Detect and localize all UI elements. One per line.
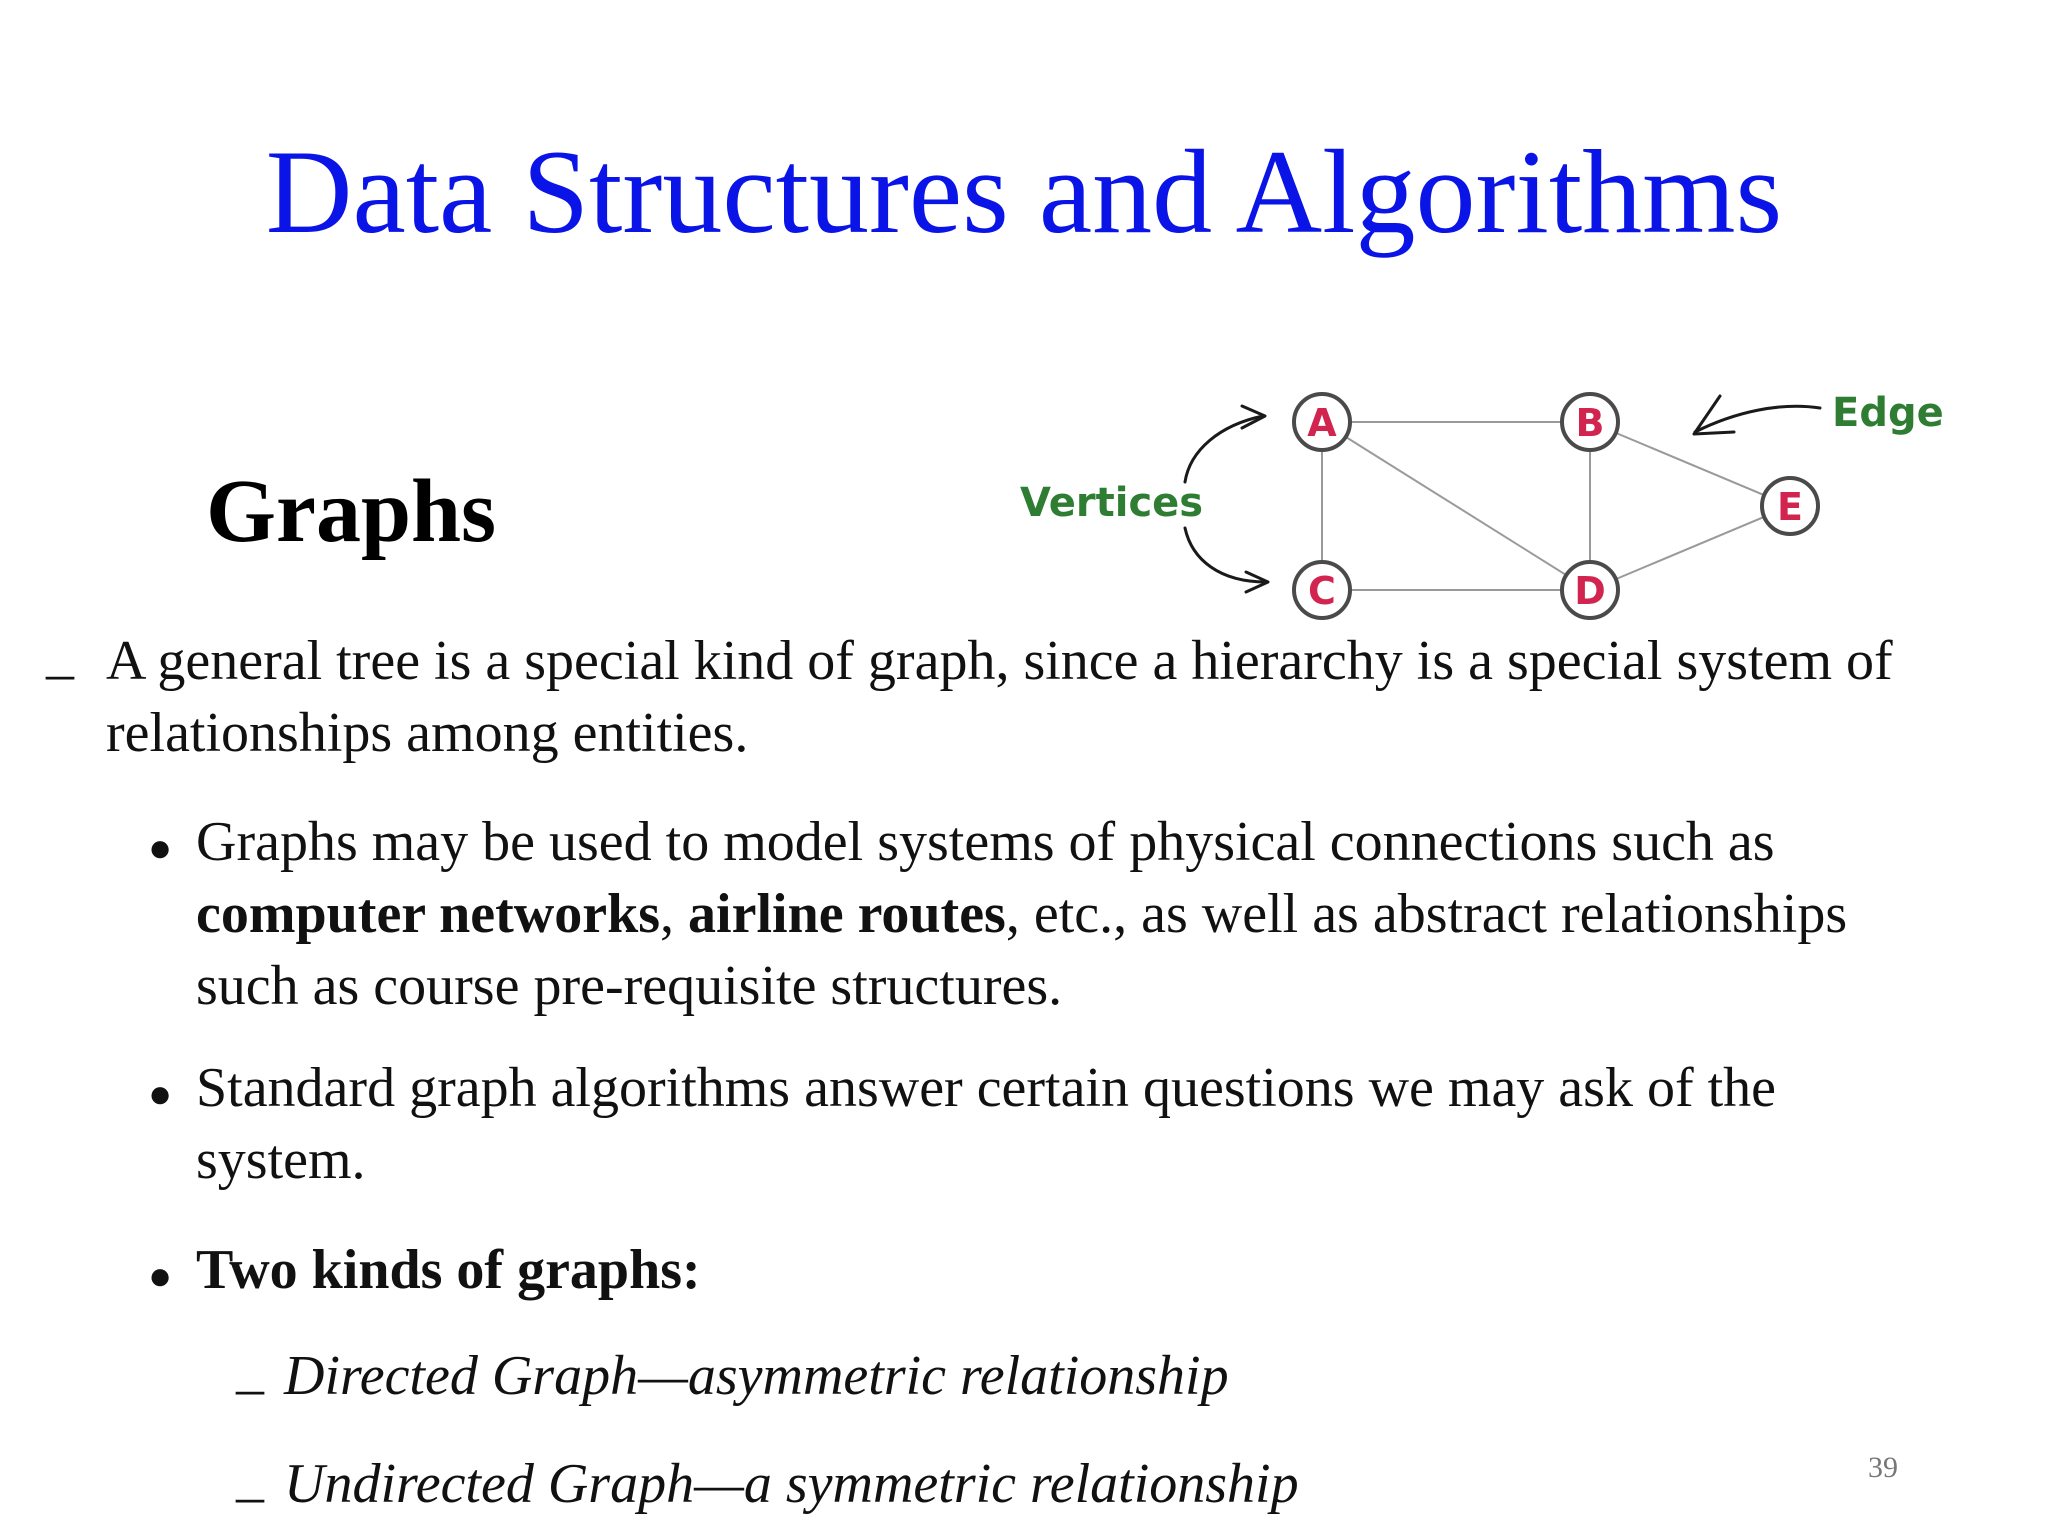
slide-title: Data Structures and Algorithms xyxy=(265,125,1783,258)
vertex-b-label: B xyxy=(1575,401,1605,445)
edge-arrow xyxy=(1695,406,1820,432)
section-heading: Graphs xyxy=(206,462,497,561)
bullet-3-marker: ● xyxy=(148,1253,173,1298)
sub-1-dash: – xyxy=(236,1357,264,1419)
vertex-c-label: C xyxy=(1308,569,1336,613)
edge-label: Edge xyxy=(1832,390,1944,436)
bullet-1-line-1: Graphs may be used to model systems of physical connections such as xyxy=(196,811,1775,873)
bullet-3-text: Two kinds of graphs: xyxy=(196,1239,701,1301)
bullet-1-bold-networks: computer networks xyxy=(196,883,661,945)
graph-diagram xyxy=(1020,370,1980,640)
vertex-d-label: D xyxy=(1574,569,1606,613)
vertices-label: Vertices xyxy=(1020,480,1204,526)
bullet-1-comma: , xyxy=(660,883,675,945)
vertex-a xyxy=(1294,394,1350,450)
page-number: 39 xyxy=(1868,1451,1898,1484)
sub-1-text: Directed Graph—asymmetric relationship xyxy=(284,1345,1229,1407)
vertex-c xyxy=(1294,562,1350,618)
sub-2-text: Undirected Graph—a symmetric relationship xyxy=(284,1453,1299,1515)
bullet-1-marker: ● xyxy=(148,825,173,870)
edge-b-e xyxy=(1590,422,1790,506)
vertex-d xyxy=(1562,562,1618,618)
intro-line-2: relationships among entities. xyxy=(106,702,749,764)
edge-a-d xyxy=(1322,422,1590,590)
vertices-arrow-up xyxy=(1185,416,1263,482)
bullet-2-marker: ● xyxy=(148,1071,173,1116)
bullet-1-line-3: such as course pre-requisite structures. xyxy=(196,955,1063,1017)
bullet-1-line-2 xyxy=(196,878,1847,950)
vertex-b xyxy=(1562,394,1618,450)
vertex-a-label: A xyxy=(1307,401,1337,445)
vertex-e xyxy=(1762,478,1818,534)
vertices-arrow-down xyxy=(1185,528,1266,582)
bullet-1-rest: , etc., as well as abstract relationships xyxy=(1005,883,1848,945)
bullet-2-line-2: system. xyxy=(196,1129,366,1191)
intro-line-1: A general tree is a special kind of graph, since a hierarchy is a special system of xyxy=(106,630,1893,692)
sub-2-dash: – xyxy=(236,1465,264,1527)
vertex-e-label: E xyxy=(1777,485,1803,529)
edge-d-e xyxy=(1590,506,1790,590)
intro-dash: – xyxy=(46,642,74,704)
bullet-2-line-1: Standard graph algorithms answer certain questions we may ask of the xyxy=(196,1057,1777,1119)
bullet-1-bold-routes: airline routes xyxy=(688,883,1006,945)
